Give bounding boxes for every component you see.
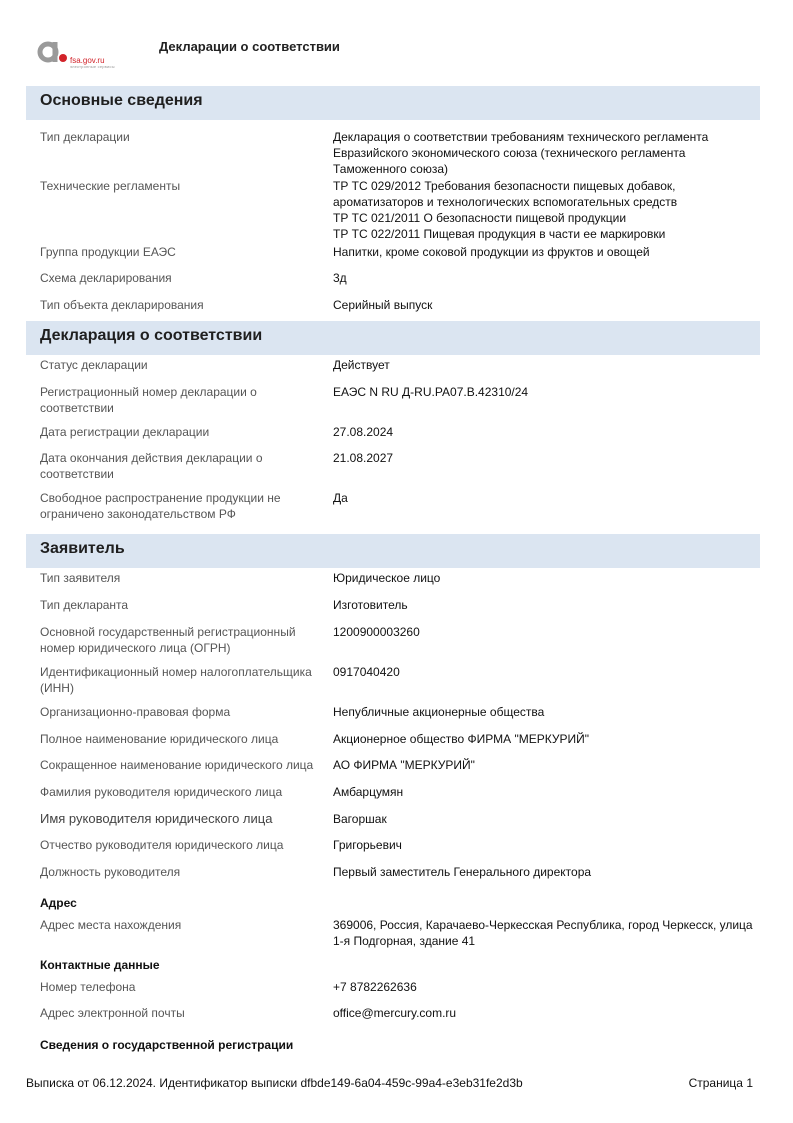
fsa-logo-icon: [36, 36, 68, 68]
regnum-value: ЕАЭС N RU Д-RU.РА07.В.42310/24: [333, 385, 529, 399]
regnum-label: Регистрационный номер декларации о соответствии: [40, 385, 257, 415]
location-label: Адрес места нахождения: [40, 918, 182, 932]
head-position-value: Первый заместитель Генерального директора: [333, 865, 592, 879]
email-value: office@mercury.com.ru: [333, 1006, 457, 1020]
head-surname-label: Фамилия руководителя юридического лица: [40, 785, 283, 799]
contacts-heading: Контактные данные: [40, 958, 160, 972]
declaration-type-value: Декларация о соответствии требованиям технического регламента Евразийского экономического союза (технического регламента Таможенного союза): [333, 130, 709, 176]
product-group-value: Напитки, кроме соковой продукции из фруктов и овощей: [333, 245, 650, 259]
ogrn-label: Основной государственный регистрационный номер юридического лица (ОГРН): [40, 625, 296, 655]
head-patronymic-value: Григорьевич: [333, 838, 402, 852]
scheme-value: 3д: [333, 271, 347, 285]
short-name-value: АО ФИРМА "МЕРКУРИЙ": [333, 758, 475, 772]
email-label: Адрес электронной почты: [40, 1006, 185, 1020]
head-name-label: Имя руководителя юридического лица: [40, 811, 273, 826]
phone-value: +7 8782262636: [333, 980, 417, 994]
declarant-type-value: Изготовитель: [333, 598, 408, 612]
section-basic-header: [26, 86, 760, 120]
page-title: Декларации о соответствии: [159, 39, 340, 54]
tech-regs-value: ТР ТС 029/2012 Требования безопасности пищевых добавок, ароматизаторов и технологических вспомогательных средств ТР ТС 021/2011 О безопасности пищевой продукции ТР ТС 022/2011 Пищевая продукция в части ее маркировки: [333, 179, 678, 241]
section-applicant-header: [26, 534, 760, 568]
short-name-label: Сокращенное наименование юридического лица: [40, 758, 314, 772]
section-declaration-header: [26, 321, 760, 355]
head-position-label: Должность руководителя: [40, 865, 181, 879]
logo-subtext: электронные сервисы: [70, 64, 115, 69]
legal-form-label: Организационно-правовая форма: [40, 705, 231, 719]
declaration-type-label: Тип декларации: [40, 130, 130, 144]
applicant-type-label: Тип заявителя: [40, 571, 121, 585]
scheme-label: Схема декларирования: [40, 271, 172, 285]
declarant-type-label: Тип декларанта: [40, 598, 129, 612]
footer-extract-info: Выписка от 06.12.2024. Идентификатор выписки dfbde149-6a04-459c-99a4-e3eb31fe2d3b: [26, 1076, 523, 1090]
tech-regs-label: Технические регламенты: [40, 179, 181, 193]
regdate-label: Дата регистрации декларации: [40, 425, 210, 439]
legal-form-value: Непубличные акционерные общества: [333, 705, 545, 719]
free-distribution-value: Да: [333, 491, 348, 505]
enddate-value: 21.08.2027: [333, 451, 394, 465]
enddate-label: Дата окончания действия декларации о соответствии: [40, 451, 263, 481]
regdate-value: 27.08.2024: [333, 425, 394, 439]
address-heading: Адрес: [40, 896, 77, 910]
head-name-value: Вагоршак: [333, 812, 387, 826]
full-name-value: Акционерное общество ФИРМА "МЕРКУРИЙ": [333, 732, 589, 746]
status-value: Действует: [333, 358, 390, 372]
inn-label: Идентификационный номер налогоплательщика (ИНН): [40, 665, 312, 695]
ogrn-value: 1200900003260: [333, 625, 420, 639]
object-type-label: Тип объекта декларирования: [40, 298, 204, 312]
section-title: Декларация о соответствии: [40, 327, 263, 344]
phone-label: Номер телефона: [40, 980, 136, 994]
location-value: 369006, Россия, Карачаево-Черкесская Республика, город Черкесск, улица 1-я Подгорная, здание 41: [333, 918, 753, 948]
fsa-logo: [36, 36, 136, 72]
free-distribution-label: Свободное распространение продукции не ограничено законодательством РФ: [40, 491, 281, 521]
page-header: [0, 0, 793, 86]
section-title: Заявитель: [40, 540, 125, 557]
page-number: Страница 1: [688, 1076, 753, 1090]
full-name-label: Полное наименование юридического лица: [40, 732, 279, 746]
head-patronymic-label: Отчество руководителя юридического лица: [40, 838, 284, 852]
product-group-label: Группа продукции ЕАЭС: [40, 245, 176, 259]
object-type-value: Серийный выпуск: [333, 298, 433, 312]
head-surname-value: Амбарцумян: [333, 785, 404, 799]
status-label: Статус декларации: [40, 358, 148, 372]
applicant-type-value: Юридическое лицо: [333, 571, 441, 585]
gosreg-heading: Сведения о государственной регистрации: [40, 1038, 294, 1052]
inn-value: 0917040420: [333, 665, 400, 679]
logo-text: fsa.gov.ru: [70, 56, 105, 65]
section-title: Основные сведения: [40, 92, 203, 109]
